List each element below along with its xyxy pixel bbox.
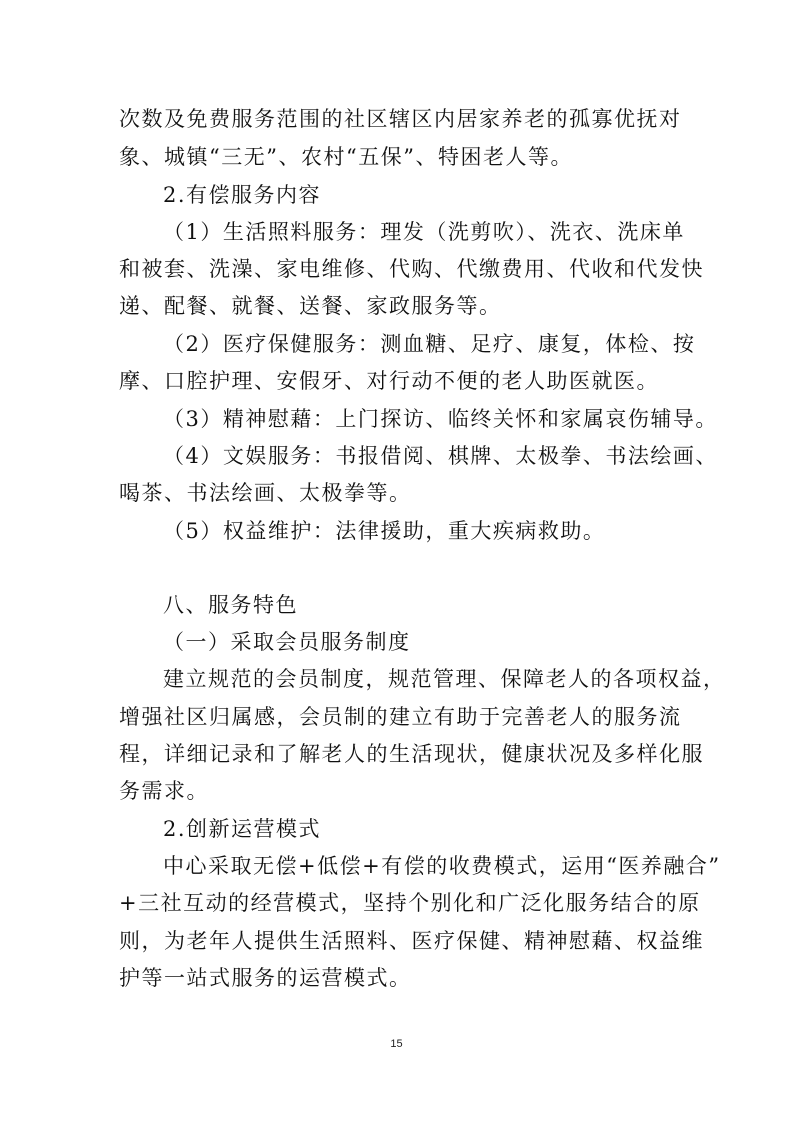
paragraph-line: 护等一站式服务的运营模式。 <box>119 966 412 990</box>
paragraph-line: 则，为老年人提供生活照料、医疗保健、精神慰藉、权益维 <box>119 929 704 953</box>
paragraph-line: 务需求。 <box>119 779 209 803</box>
paragraph-line: 喝茶、书法绘画、太极拳等。 <box>119 481 412 505</box>
paragraph-line: +三社互动的经营模式，坚持个别化和广泛化服务结合的原 <box>119 891 701 915</box>
page-number: 15 <box>390 1038 403 1050</box>
paragraph-line: （2）医疗保健服务：测血糖、足疗、康复，体检、按 <box>163 332 696 356</box>
paragraph-line: 建立规范的会员制度，规范管理、保障老人的各项权益， <box>163 667 726 691</box>
subheading-operation-mode: 2.创新运营模式 <box>163 817 322 841</box>
paragraph-line: 次数及免费服务范围的社区辖区内居家养老的孤寡优抚对 <box>119 107 682 131</box>
paragraph-line: （5）权益维护：法律援助，重大疾病救助。 <box>163 519 606 543</box>
paragraph-line: 象、城镇“三无”、农村“五保”、特困老人等。 <box>119 145 573 169</box>
subheading-membership: （一）采取会员服务制度 <box>163 630 411 654</box>
paragraph-line: 程，详细记录和了解老人的生活现状，健康状况及多样化服 <box>119 742 704 766</box>
subheading-paid-services: 2.有偿服务内容 <box>163 183 322 207</box>
paragraph-line: （1）生活照料服务：理发（洗剪吹）、洗衣、洗床单 <box>163 220 685 244</box>
paragraph-line: 中心采取无偿+低偿+有偿的收费模式，运用“医养融合” <box>163 854 721 878</box>
paragraph-line: （4）文娱服务：书报借阅、棋牌、太极拳、书法绘画、 <box>163 444 718 468</box>
paragraph-line: 递、配餐、就餐、送餐、家政服务等。 <box>119 294 502 318</box>
paragraph-line: 增强社区归属感，会员制的建立有助于完善老人的服务流 <box>119 705 682 729</box>
section-heading: 八、服务特色 <box>163 593 298 617</box>
paragraph-line: （3）精神慰藉：上门探访、临终关怀和家属哀伤辅导。 <box>163 407 718 431</box>
paragraph-line: 摩、口腔护理、安假牙、对行动不便的老人助医就医。 <box>119 369 659 393</box>
paragraph-line: 和被套、洗澡、家电维修、代购、代缴费用、代收和代发快 <box>119 257 704 281</box>
